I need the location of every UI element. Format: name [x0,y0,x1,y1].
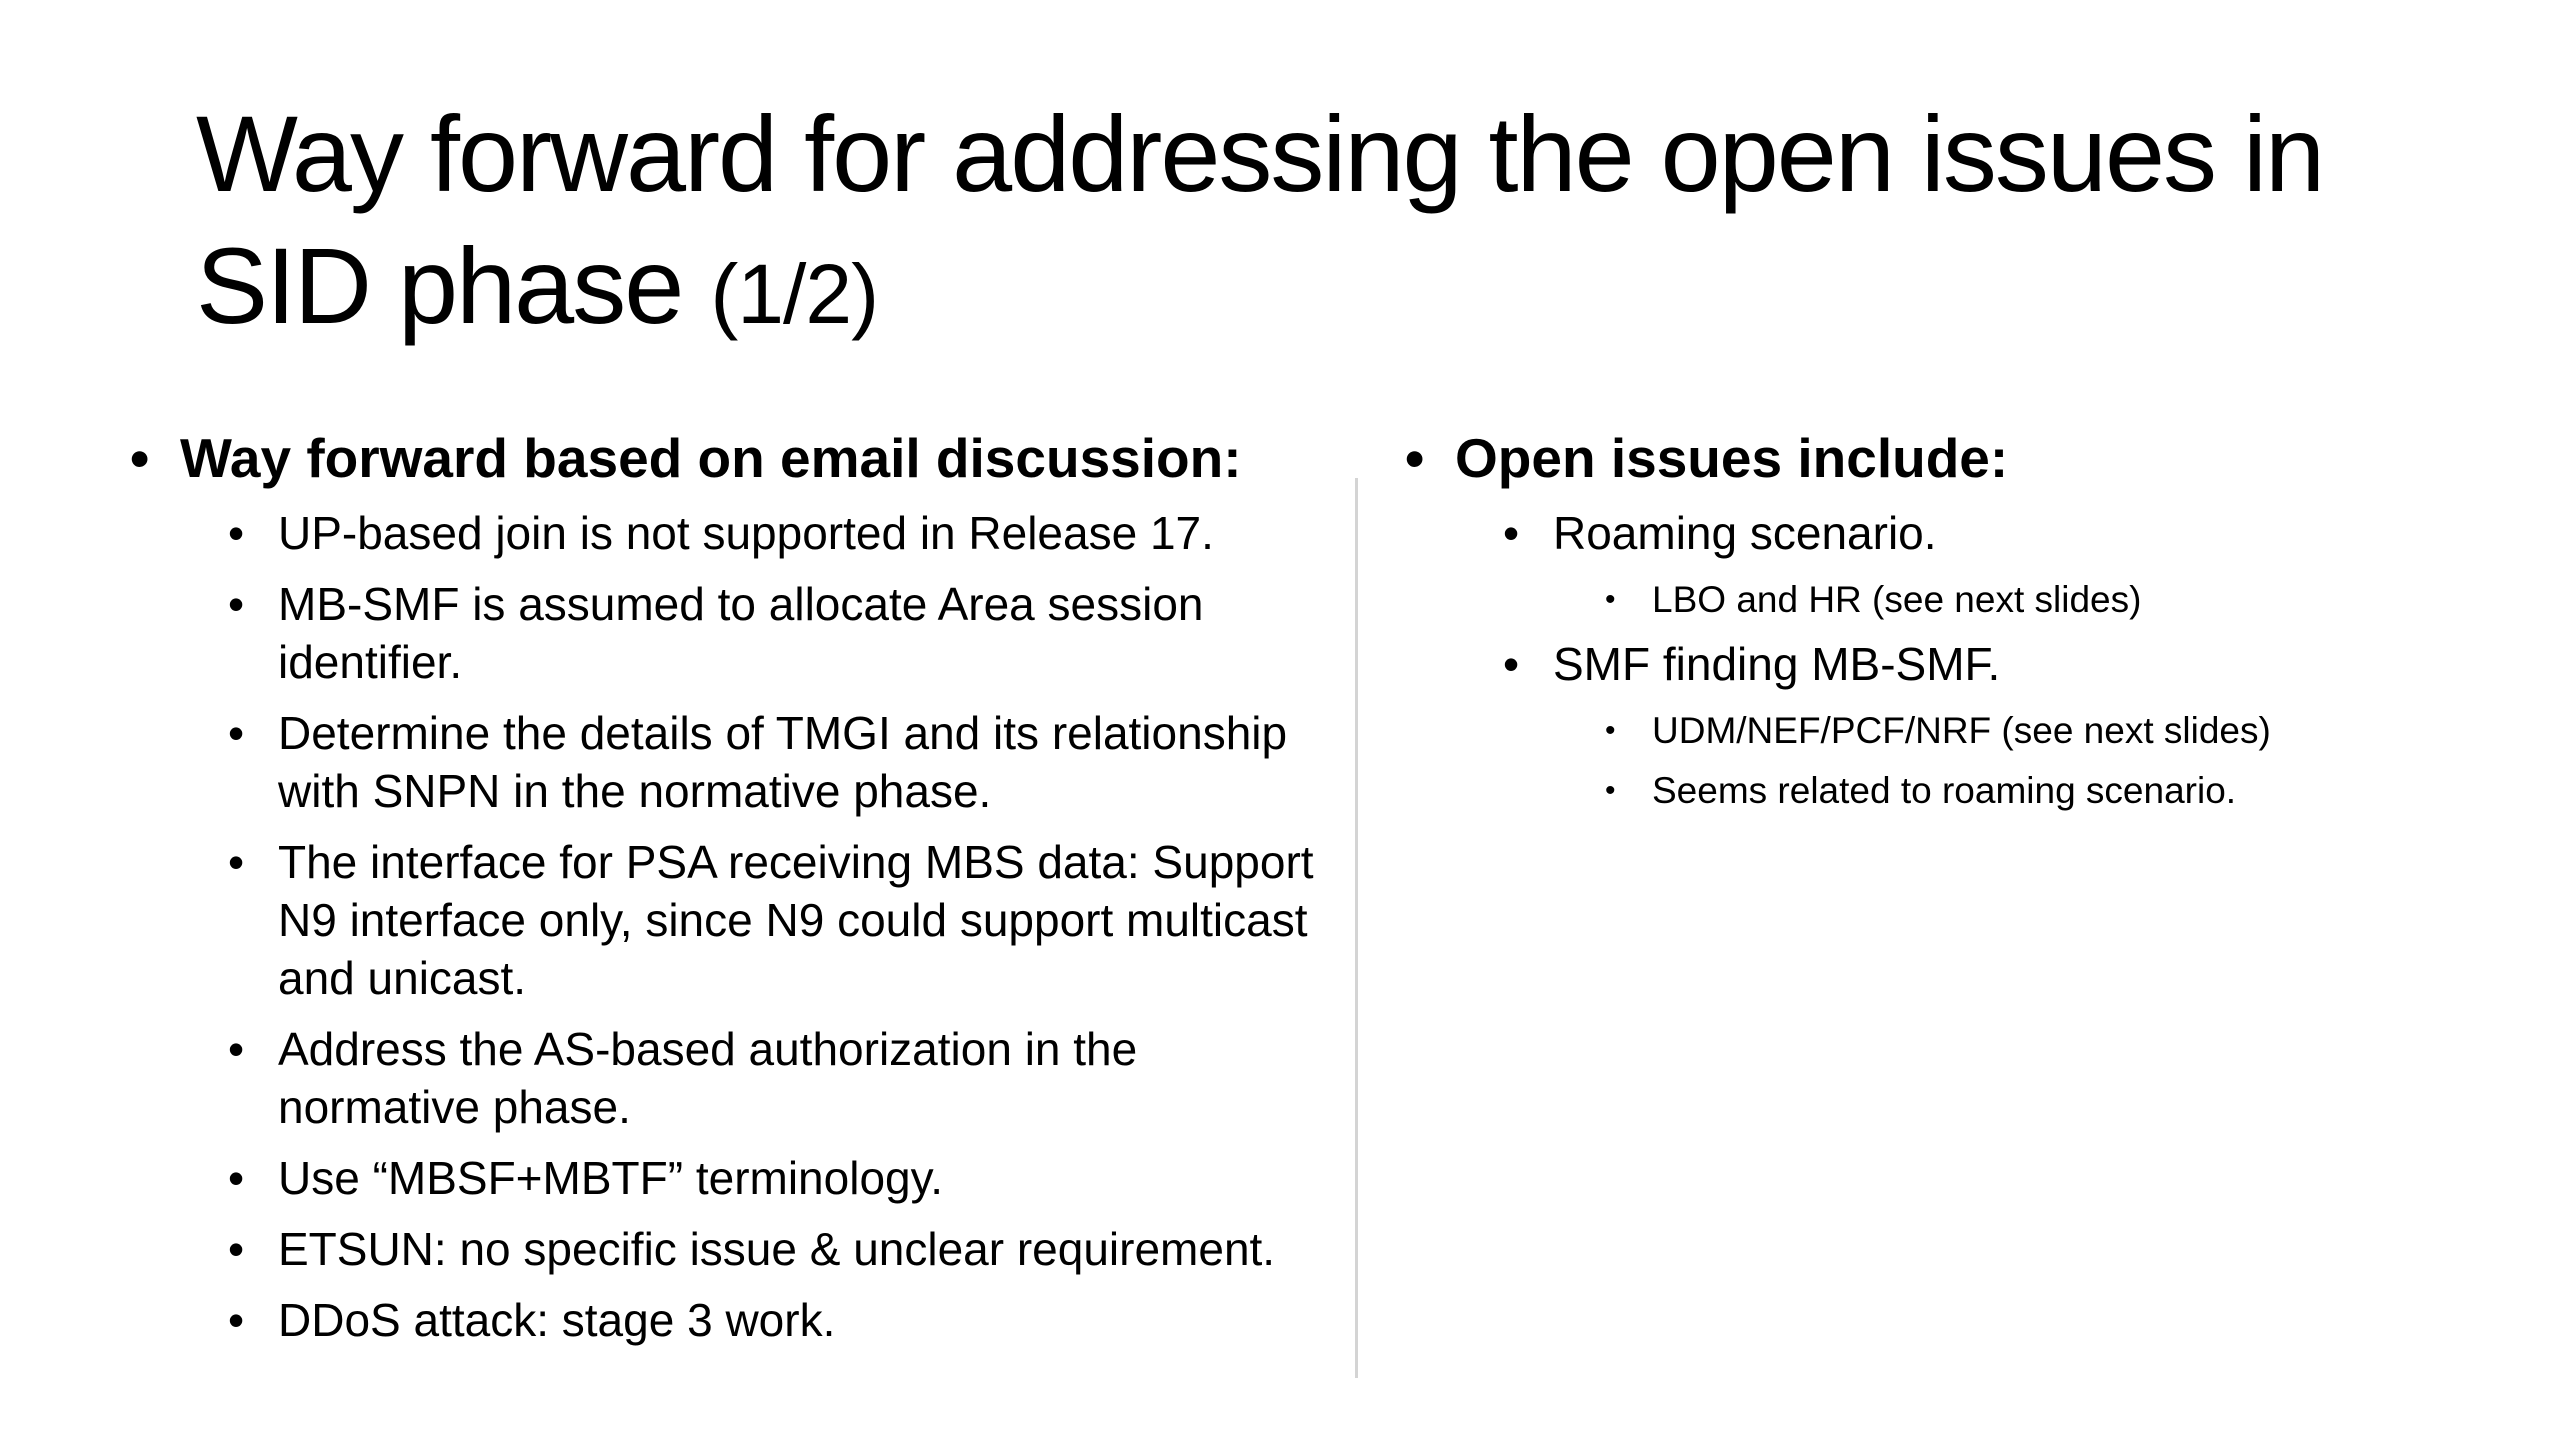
left-column [130,418,1330,1362]
list-item-text: UP-based join is not supported in Release 17. [278,507,1214,559]
right-column [1405,418,2505,826]
bullet-icon: • [1605,714,1616,747]
slide-title [196,88,2446,360]
sub-list-item-text: Seems related to roaming scenario. [1652,770,2237,811]
list-item [130,704,1330,820]
bullet-icon: • [228,507,245,559]
sub-list-item [1405,575,2505,625]
bullet-icon: • [228,1023,245,1075]
title-main-text: Way forward for addressing the open issues in SID phase [196,93,2324,346]
bullet-icon: • [1405,427,1425,489]
right-heading [1405,418,2505,498]
bullet-icon: • [1605,583,1616,616]
sub-list-item-text: UDM/NEF/PCF/NRF (see next slides) [1652,710,2271,751]
bullet-icon: • [1503,507,1520,559]
list-item-text: DDoS attack: stage 3 work. [278,1294,836,1346]
list-item-text: Roaming scenario. [1553,507,1937,559]
list-item-text: Use “MBSF+MBTF” terminology. [278,1152,943,1204]
bullet-icon: • [1605,774,1616,807]
bullet-icon: • [228,1152,245,1204]
left-heading-text: Way forward based on email discussion: [180,427,1242,489]
list-item [130,1149,1330,1207]
bullet-icon: • [130,427,150,489]
sub-list-item [1405,706,2505,756]
list-item-text: Address the AS-based authorization in the normative phase. [278,1023,1138,1133]
list-item [130,504,1330,562]
list-item [130,1291,1330,1349]
list-item [130,1220,1330,1278]
list-item-text: MB-SMF is assumed to allocate Area session identifier. [278,578,1204,688]
list-item-text: The interface for PSA receiving MBS data: Support N9 interface only, since N9 could support multicast and unicast. [278,836,1314,1004]
bullet-icon: • [1503,638,1520,690]
bullet-icon: • [228,1294,245,1346]
title-page-indicator: (1/2) [710,247,879,341]
column-divider [1355,478,1358,1378]
bullet-icon: • [228,578,245,630]
bullet-icon: • [228,707,245,759]
bullet-icon: • [228,1223,245,1275]
sub-list-item-text: LBO and HR (see next slides) [1652,579,2142,620]
list-item-text: SMF finding MB-SMF. [1553,638,2001,690]
bullet-icon: • [228,836,245,888]
list-item [130,833,1330,1007]
list-item [130,575,1330,691]
list-item-text: ETSUN: no specific issue & unclear requirement. [278,1223,1276,1275]
left-heading [130,418,1330,498]
right-heading-text: Open issues include: [1455,427,2009,489]
list-item [130,1020,1330,1136]
list-item [1405,635,2505,693]
sub-list-item [1405,766,2505,816]
list-item-text: Determine the details of TMGI and its relationship with SNPN in the normative phase. [278,707,1288,817]
list-item [1405,504,2505,562]
